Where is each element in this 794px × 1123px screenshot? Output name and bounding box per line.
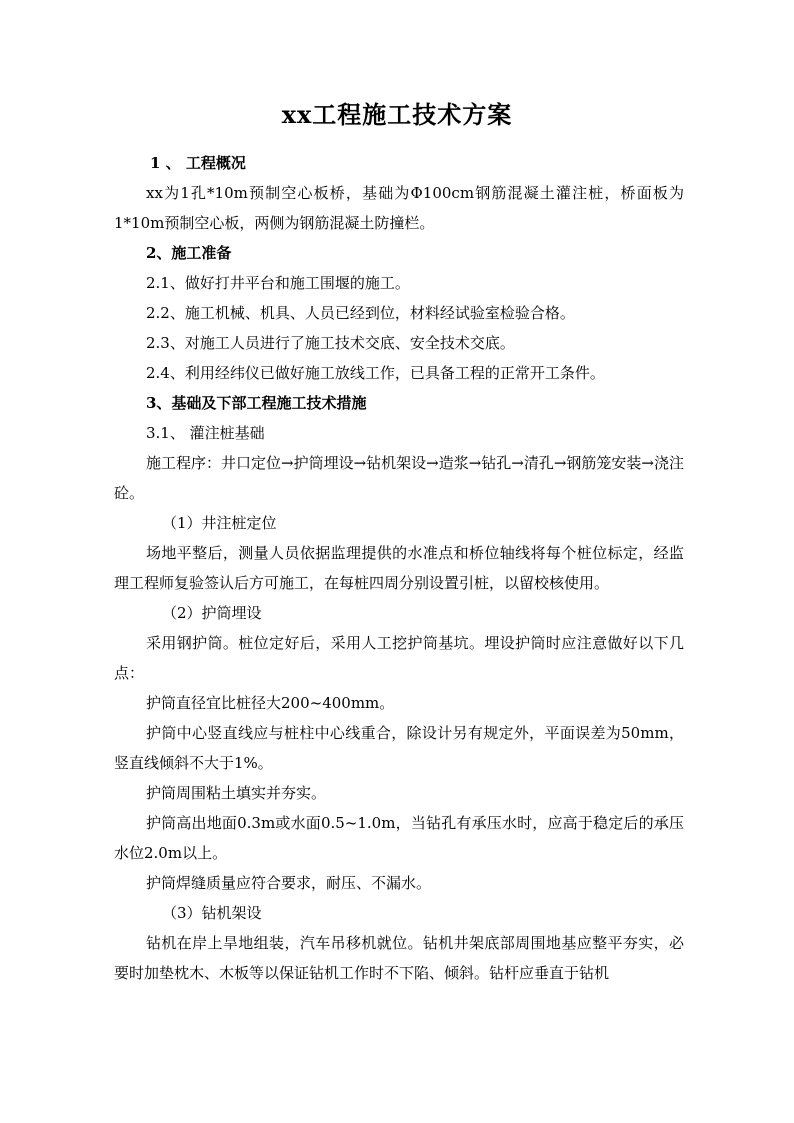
section-3-heading: 3、基础及下部工程施工技术措施	[146, 394, 367, 412]
section-2-item: 2.1、做好打井平台和施工围堰的施工。	[146, 274, 410, 292]
section-2-heading: 2、施工准备	[146, 244, 232, 262]
document-title: xx工程施工技术方案	[281, 100, 513, 129]
step-2-point: 护筒周围粘土填实并夯实。	[146, 784, 327, 802]
step-3-paragraph: 钻机在岸上旱地组装，汽车吊移机就位。钻机井架底部周围地基应整平夯实，必要时加垫枕木、木板等以保证钻机工作时不下陷、倾斜。钻杆应垂直于钻机	[114, 934, 684, 982]
step-2-point: 护筒中心竖直线应与桩柱中心线重合，除设计另有规定外，平面误差为50mm， 竖直线倾斜不大于1%。	[114, 724, 684, 772]
section-2-item: 2.2、施工机械、机具、人员已经到位，材料经试验室检验合格。	[146, 304, 575, 322]
step-3-heading: （3）钻机架设	[162, 904, 262, 922]
procedure-paragraph: 施工程序：井口定位→护筒埋设→钻机架设→造浆→钻孔→清孔→钢筋笼安装→浇注砼。	[114, 454, 684, 502]
step-1-heading: （1）井注桩定位	[162, 514, 277, 532]
section-1-heading: 1 、 工程概况	[150, 154, 246, 172]
section-2-item: 2.4、利用经纬仪已做好施工放线工作，已具备工程的正常开工条件。	[146, 364, 605, 382]
section-1-paragraph: xx为1孔*10m预制空心板桥，基础为Φ100cm钢筋混凝土灌注桩，桥面板为1*10m预制空心板，两侧为钢筋混凝土防撞栏。	[114, 184, 684, 232]
step-2-point: 护筒焊缝质量应符合要求，耐压、不漏水。	[146, 874, 432, 892]
step-2-point: 护筒高出地面0.3m或水面0.5~1.0m，当钻孔有承压水时，应高于稳定后的承压水位2.0m以上。	[114, 814, 684, 862]
document-body	[114, 148, 684, 988]
step-2-point: 护筒直径宜比桩径大200~400mm。	[146, 694, 395, 712]
subsection-3-1-heading: 3.1、 灌注桩基础	[146, 424, 265, 442]
step-2-paragraph: 采用钢护筒。桩位定好后，采用人工挖护筒基坑。埋设护筒时应注意做好以下几点：	[114, 634, 684, 682]
step-2-heading: （2）护筒埋设	[162, 604, 262, 622]
step-1-paragraph: 场地平整后，测量人员依据监理提供的水准点和桥位轴线将每个桩位标定，经监理工程师复验签认后方可施工，在每桩四周分别设置引桩，以留校核使用。	[114, 544, 684, 592]
section-2-item: 2.3、对施工人员进行了施工技术交底、安全技术交底。	[146, 334, 515, 352]
